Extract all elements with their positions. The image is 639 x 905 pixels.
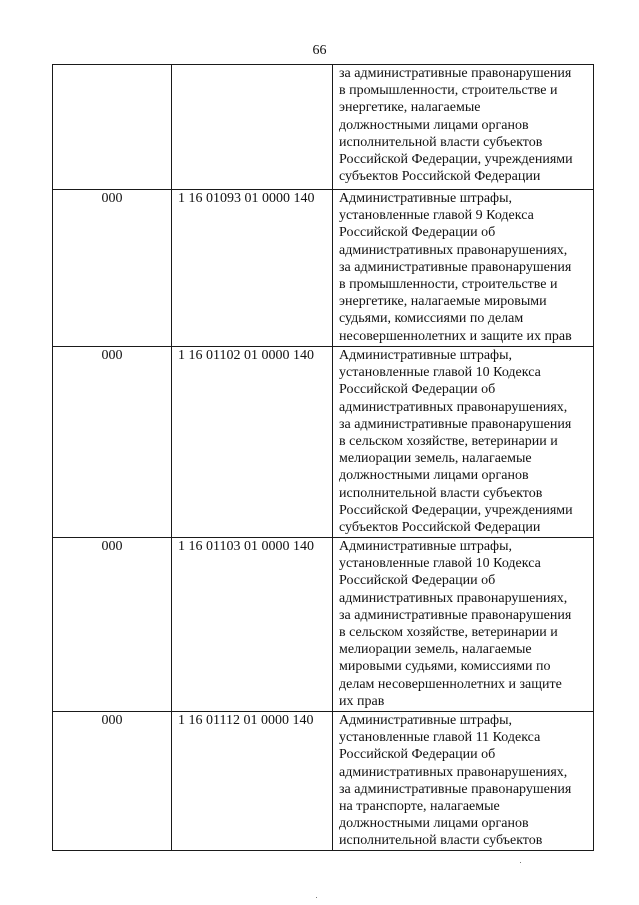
description-line: Административные штрафы, [339,348,513,363]
description-line: в промышленности, строительстве и [339,277,558,293]
description-line: административных правонарушениях, [339,590,568,606]
description-line: установленные главой 9 Кодекса [339,208,534,224]
table-body [53,65,594,851]
admin-code-cell: 000 [53,538,172,712]
kbk-code-cell: 1 16 01093 01 0000 140 [172,190,333,347]
table-row [53,65,594,190]
revenue-description-cell [333,712,594,851]
description-line: административных правонарушениях, [339,764,568,780]
description-line: субъектов Российской Федерации [339,169,541,185]
description-line: за административные правонарушения [339,259,572,275]
admin-code-cell: 000 [53,347,172,538]
admin-code-cell: 000 [53,712,172,851]
description-line: их прав [339,693,385,709]
description-line: установленные главой 11 Кодекса [339,730,541,746]
description-line: субъектов Российской Федерации [339,520,541,536]
kbk-code-cell: 1 16 01102 01 0000 140 [172,347,333,538]
revenue-description-cell [333,538,594,712]
description-line: исполнительной власти субъектов [339,833,543,849]
description-line: за административные правонарушения [339,416,572,432]
description-line: Российской Федерации, учреждениями [339,502,573,518]
budget-classification-table [52,64,594,851]
description-line: в сельском хозяйстве, ветеринарии и [339,625,558,641]
description-line: судьями, комиссиями по делам [339,311,524,327]
scan-speck [316,897,317,898]
description-line: Российской Федерации об [339,747,496,763]
admin-code-cell: 000 [53,190,172,347]
table-row [53,538,594,712]
description-line: мировыми судьями, комиссиями по [339,659,551,675]
revenue-description-cell [333,65,594,190]
description-line: установленные главой 10 Кодекса [339,365,541,381]
description-line: Российской Федерации об [339,225,496,241]
description-line: исполнительной власти субъектов [339,485,543,501]
description-line: за административные правонарушения [339,781,572,797]
description-line: Российской Федерации об [339,573,496,589]
description-line: административных правонарушениях, [339,242,568,258]
table-row [53,712,594,851]
revenue-description-cell [333,347,594,538]
description-line: установленные главой 10 Кодекса [339,556,541,572]
description-line: мелиорации земель, налагаемые [339,642,532,658]
description-line: должностными лицами органов [339,468,529,484]
description-line: Административные штрафы, [339,713,513,728]
description-line: Административные штрафы, [339,539,513,554]
table-row [53,347,594,538]
kbk-code-cell: 1 16 01112 01 0000 140 [172,712,333,851]
table-row [53,190,594,347]
description-line: должностными лицами органов [339,117,529,133]
description-line: энергетике, налагаемые мировыми [339,294,547,310]
description-line: Российской Федерации об [339,382,496,398]
description-line: исполнительной власти субъектов [339,134,543,150]
description-line: делам несовершеннолетних и защите [339,676,562,692]
description-line: за административные правонарушения [339,66,572,81]
description-line: на транспорте, налагаемые [339,799,500,815]
kbk-code-cell [172,65,333,190]
revenue-description-cell [333,190,594,347]
description-line: за административные правонарушения [339,607,572,623]
description-line: энергетике, налагаемые [339,100,481,116]
page-number: 66 [312,43,327,58]
description-line: в промышленности, строительстве и [339,83,558,99]
description-line: в сельском хозяйстве, ветеринарии и [339,434,558,450]
admin-code-cell [53,65,172,190]
scan-speck [520,862,521,863]
kbk-code-cell: 1 16 01103 01 0000 140 [172,538,333,712]
description-line: мелиорации земель, налагаемые [339,451,532,467]
description-line: административных правонарушениях, [339,399,568,415]
description-line: Российской Федерации, учреждениями [339,152,573,168]
description-line: Административные штрафы, [339,191,513,206]
description-line: должностными лицами органов [339,816,529,832]
description-line: несовершеннолетних и защите их прав [339,328,572,344]
